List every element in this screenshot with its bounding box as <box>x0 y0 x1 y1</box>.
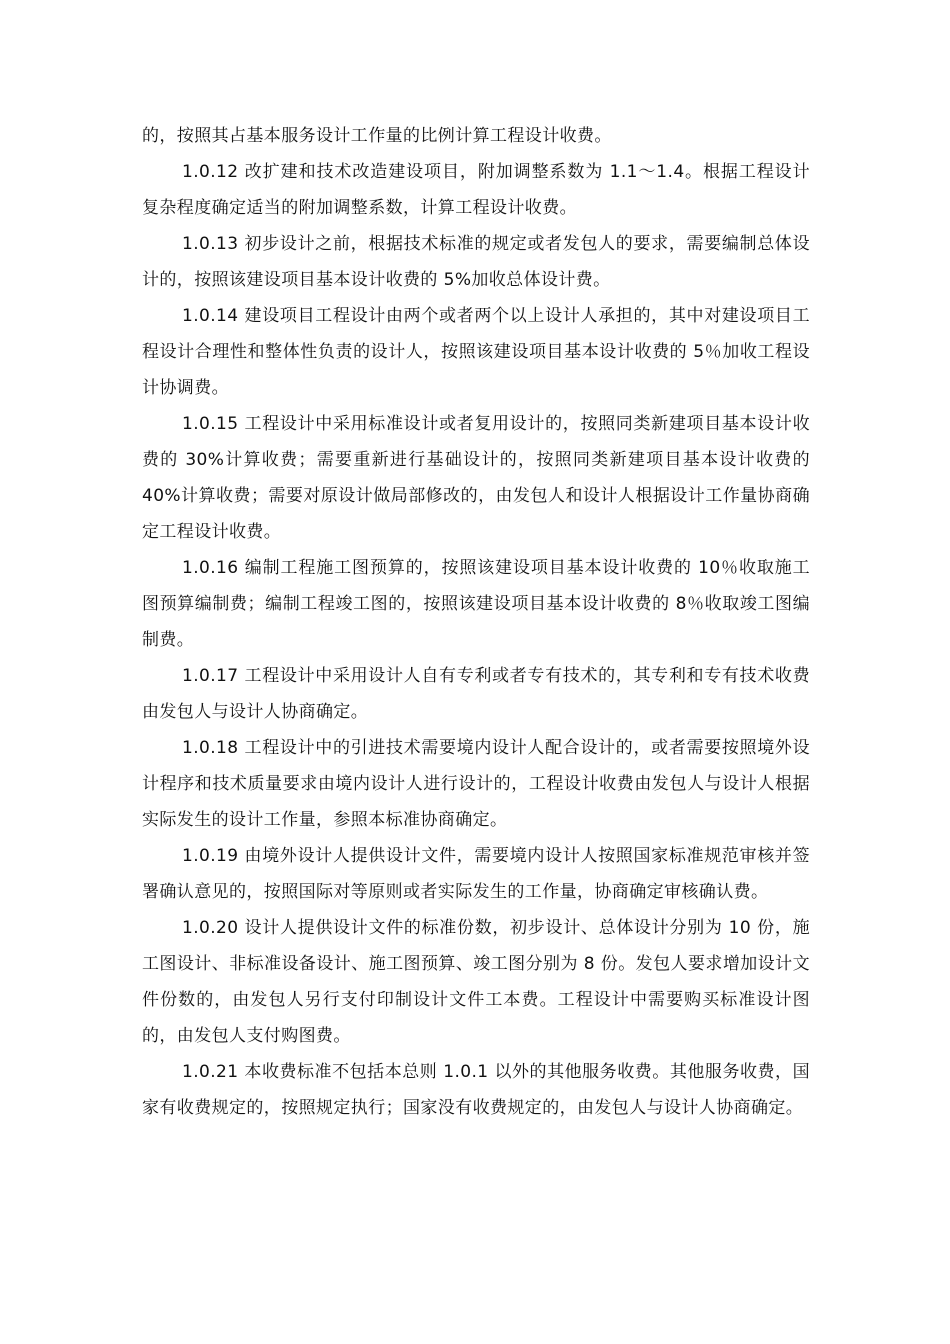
paragraph-1-0-19: 1.0.19 由境外设计人提供设计文件，需要境内设计人按照国家标准规范审核并签署确认意见的，按照国际对等原则或者实际发生的工作量，协商确定审核确认费。 <box>142 846 810 902</box>
paragraph-1-0-17: 1.0.17 工程设计中采用设计人自有专利或者专有技术的，其专利和专有技术收费由发包人与设计人协商确定。 <box>142 666 810 722</box>
paragraph-1-0-15: 1.0.15 工程设计中采用标准设计或者复用设计的，按照同类新建项目基本设计收费的 30%计算收费；需要重新进行基础设计的，按照同类新建项目基本设计收费的 40%计算收费；需要对原设计做局部修改的，由发包人和设计人根据设计工作量协商确定工程设计收费。 <box>142 414 810 542</box>
paragraph-continuation: 的，按照其占基本服务设计工作量的比例计算工程设计收费。 <box>142 126 612 146</box>
paragraph-1-0-21: 1.0.21 本收费标准不包括本总则 1.0.1 以外的其他服务收费。其他服务收费，国家有收费规定的，按照规定执行；国家没有收费规定的，由发包人与设计人协商确定。 <box>142 1062 810 1118</box>
paragraph-1-0-13: 1.0.13 初步设计之前，根据技术标准的规定或者发包人的要求，需要编制总体设计的，按照该建设项目基本设计收费的 5%加收总体设计费。 <box>142 234 810 290</box>
paragraph-1-0-16: 1.0.16 编制工程施工图预算的，按照该建设项目基本设计收费的 10％收取施工图预算编制费；编制工程竣工图的，按照该建设项目基本设计收费的 8％收取竣工图编制费。 <box>142 558 810 650</box>
paragraph-1-0-20: 1.0.20 设计人提供设计文件的标准份数，初步设计、总体设计分别为 10 份，施工图设计、非标准设备设计、施工图预算、竣工图分别为 8 份。发包人要求增加设计文件份数的，由发包人另行支付印制设计文件工本费。工程设计中需要购买标准设计图的，由发包人支付购图费。 <box>142 918 810 1046</box>
paragraph-1-0-18: 1.0.18 工程设计中的引进技术需要境内设计人配合设计的，或者需要按照境外设计程序和技术质量要求由境内设计人进行设计的，工程设计收费由发包人与设计人根据实际发生的设计工作量，参照本标准协商确定。 <box>142 738 810 830</box>
paragraph-1-0-14: 1.0.14 建设项目工程设计由两个或者两个以上设计人承担的，其中对建设项目工程设计合理性和整体性负责的设计人，按照该建设项目基本设计收费的 5％加收工程设计协调费。 <box>142 306 810 398</box>
document-body <box>142 118 810 1126</box>
paragraph-1-0-12: 1.0.12 改扩建和技术改造建设项目，附加调整系数为 1.1～1.4。根据工程设计复杂程度确定适当的附加调整系数，计算工程设计收费。 <box>142 162 810 218</box>
